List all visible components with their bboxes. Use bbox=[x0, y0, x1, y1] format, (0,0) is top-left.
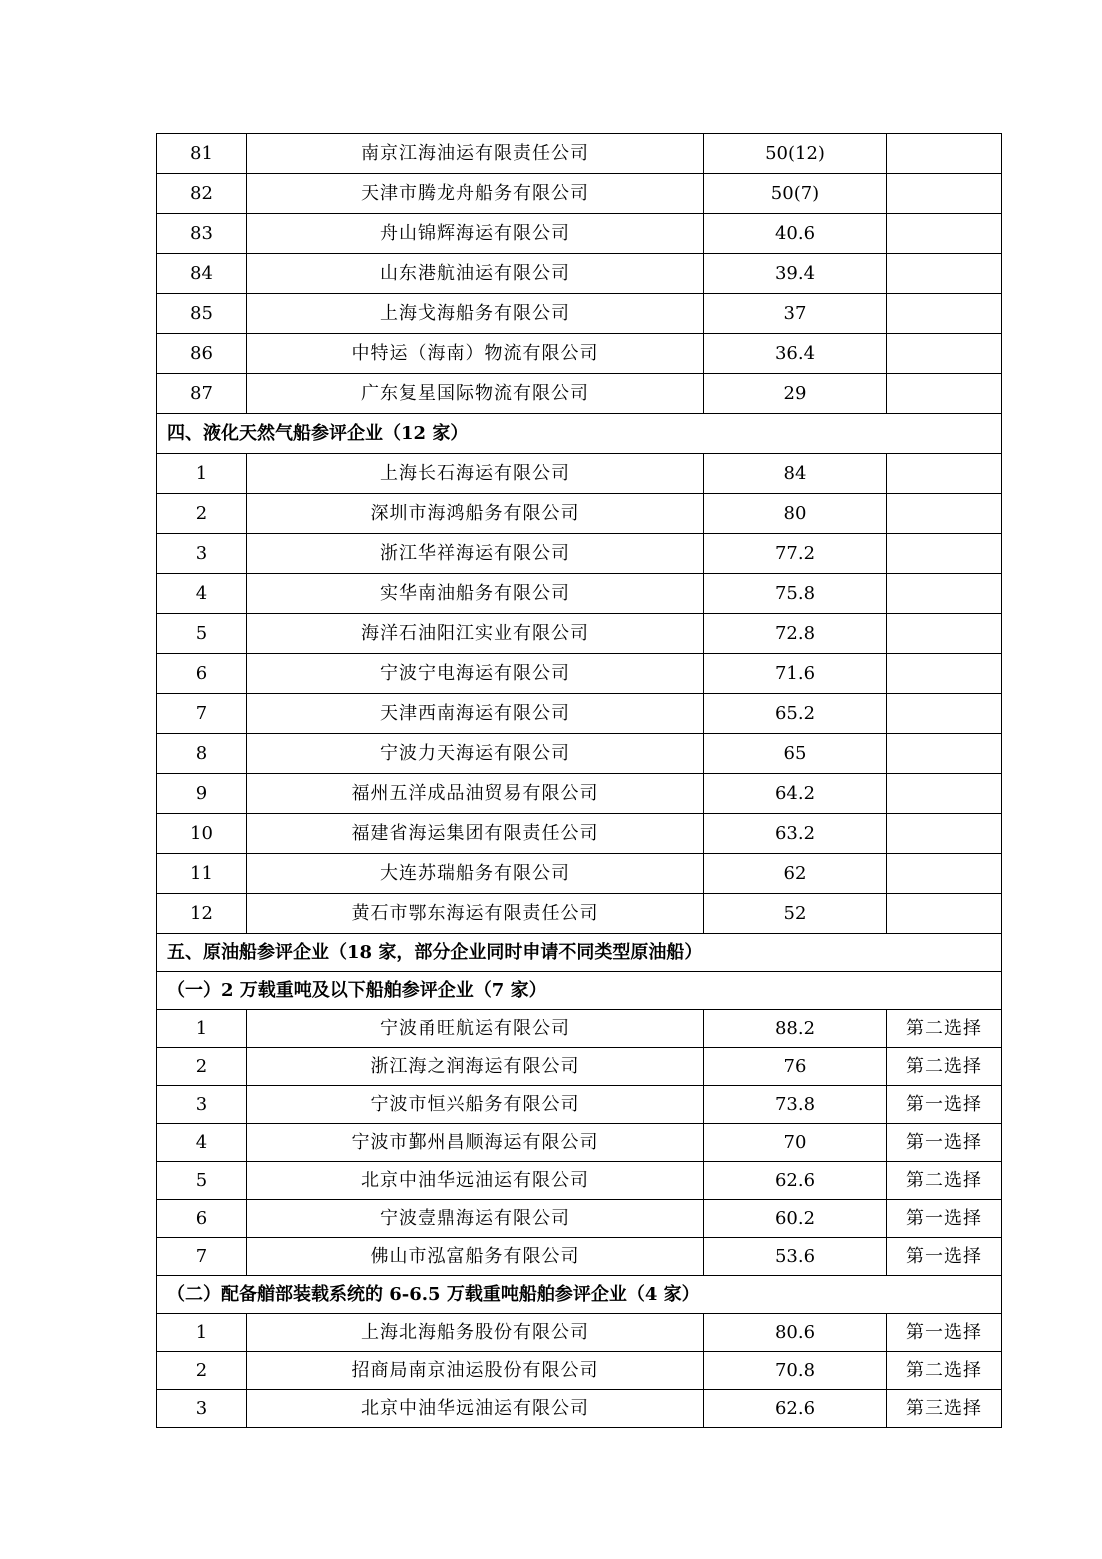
row-number: 2 bbox=[157, 494, 247, 534]
table-row bbox=[157, 1086, 1002, 1124]
table-row bbox=[157, 134, 1002, 174]
selection-note bbox=[887, 854, 1002, 894]
row-number: 1 bbox=[157, 1314, 247, 1352]
table-row bbox=[157, 1200, 1002, 1238]
section-header-row bbox=[157, 414, 1002, 454]
row-number: 10 bbox=[157, 814, 247, 854]
company-name: 南京江海油运有限责任公司 bbox=[247, 134, 704, 174]
company-name: 宁波甬旺航运有限公司 bbox=[247, 1010, 704, 1048]
score-value: 37 bbox=[704, 294, 887, 334]
company-name: 福建省海运集团有限责任公司 bbox=[247, 814, 704, 854]
company-name: 宁波力天海运有限公司 bbox=[247, 734, 704, 774]
row-number: 4 bbox=[157, 1124, 247, 1162]
section-header-row bbox=[157, 934, 1002, 972]
row-number: 84 bbox=[157, 254, 247, 294]
company-name: 宁波市恒兴船务有限公司 bbox=[247, 1086, 704, 1124]
row-number: 2 bbox=[157, 1352, 247, 1390]
company-name: 大连苏瑞船务有限公司 bbox=[247, 854, 704, 894]
row-number: 86 bbox=[157, 334, 247, 374]
table-row bbox=[157, 734, 1002, 774]
table-row bbox=[157, 1352, 1002, 1390]
selection-note bbox=[887, 334, 1002, 374]
row-number: 81 bbox=[157, 134, 247, 174]
selection-note: 第二选择 bbox=[887, 1010, 1002, 1048]
section-header: （二）配备艏部装载系统的 6-6.5 万载重吨船舶参评企业（4 家） bbox=[157, 1276, 1002, 1314]
score-value: 70.8 bbox=[704, 1352, 887, 1390]
company-name: 佛山市泓富船务有限公司 bbox=[247, 1238, 704, 1276]
score-value: 60.2 bbox=[704, 1200, 887, 1238]
table-row bbox=[157, 694, 1002, 734]
score-value: 62.6 bbox=[704, 1162, 887, 1200]
company-name: 招商局南京油运股份有限公司 bbox=[247, 1352, 704, 1390]
score-value: 62 bbox=[704, 854, 887, 894]
section-header: 四、液化天然气船参评企业（12 家） bbox=[157, 414, 1002, 454]
table-row bbox=[157, 654, 1002, 694]
score-value: 76 bbox=[704, 1048, 887, 1086]
row-number: 3 bbox=[157, 534, 247, 574]
company-name: 上海北海船务股份有限公司 bbox=[247, 1314, 704, 1352]
score-value: 63.2 bbox=[704, 814, 887, 854]
selection-note: 第二选择 bbox=[887, 1048, 1002, 1086]
table-row bbox=[157, 894, 1002, 934]
company-name: 上海戈海船务有限公司 bbox=[247, 294, 704, 334]
selection-note: 第一选择 bbox=[887, 1086, 1002, 1124]
table-row bbox=[157, 494, 1002, 534]
company-name: 舟山锦辉海运有限公司 bbox=[247, 214, 704, 254]
ranking-table-body bbox=[157, 134, 1002, 1428]
table-row bbox=[157, 614, 1002, 654]
row-number: 85 bbox=[157, 294, 247, 334]
table-row bbox=[157, 254, 1002, 294]
company-name: 宁波宁电海运有限公司 bbox=[247, 654, 704, 694]
score-value: 40.6 bbox=[704, 214, 887, 254]
score-value: 65 bbox=[704, 734, 887, 774]
table-row bbox=[157, 294, 1002, 334]
table-row bbox=[157, 1124, 1002, 1162]
table-row bbox=[157, 534, 1002, 574]
table-row bbox=[157, 454, 1002, 494]
score-value: 50(12) bbox=[704, 134, 887, 174]
score-value: 75.8 bbox=[704, 574, 887, 614]
score-value: 62.6 bbox=[704, 1390, 887, 1428]
row-number: 8 bbox=[157, 734, 247, 774]
score-value: 84 bbox=[704, 454, 887, 494]
table-row bbox=[157, 814, 1002, 854]
score-value: 77.2 bbox=[704, 534, 887, 574]
row-number: 7 bbox=[157, 1238, 247, 1276]
score-value: 65.2 bbox=[704, 694, 887, 734]
selection-note: 第一选择 bbox=[887, 1200, 1002, 1238]
company-name: 上海长石海运有限公司 bbox=[247, 454, 704, 494]
selection-note bbox=[887, 734, 1002, 774]
company-name: 海洋石油阳江实业有限公司 bbox=[247, 614, 704, 654]
score-value: 73.8 bbox=[704, 1086, 887, 1124]
row-number: 82 bbox=[157, 174, 247, 214]
company-name: 天津市腾龙舟船务有限公司 bbox=[247, 174, 704, 214]
table-row bbox=[157, 1314, 1002, 1352]
table-row bbox=[157, 374, 1002, 414]
row-number: 2 bbox=[157, 1048, 247, 1086]
company-name: 浙江海之润海运有限公司 bbox=[247, 1048, 704, 1086]
section-header: 五、原油船参评企业（18 家，部分企业同时申请不同类型原油船） bbox=[157, 934, 1002, 972]
selection-note bbox=[887, 494, 1002, 534]
selection-note: 第一选择 bbox=[887, 1238, 1002, 1276]
selection-note bbox=[887, 774, 1002, 814]
table-row bbox=[157, 214, 1002, 254]
selection-note bbox=[887, 694, 1002, 734]
row-number: 6 bbox=[157, 654, 247, 694]
selection-note bbox=[887, 654, 1002, 694]
company-name: 实华南油船务有限公司 bbox=[247, 574, 704, 614]
score-value: 80.6 bbox=[704, 1314, 887, 1352]
table-row bbox=[157, 1048, 1002, 1086]
score-value: 64.2 bbox=[704, 774, 887, 814]
score-value: 88.2 bbox=[704, 1010, 887, 1048]
selection-note bbox=[887, 814, 1002, 854]
company-name: 山东港航油运有限公司 bbox=[247, 254, 704, 294]
table-row bbox=[157, 774, 1002, 814]
table-row bbox=[157, 574, 1002, 614]
row-number: 1 bbox=[157, 454, 247, 494]
company-name: 北京中油华远油运有限公司 bbox=[247, 1390, 704, 1428]
table-row bbox=[157, 854, 1002, 894]
company-name: 天津西南海运有限公司 bbox=[247, 694, 704, 734]
company-name: 浙江华祥海运有限公司 bbox=[247, 534, 704, 574]
company-name: 广东复星国际物流有限公司 bbox=[247, 374, 704, 414]
selection-note: 第二选择 bbox=[887, 1162, 1002, 1200]
table-row bbox=[157, 334, 1002, 374]
score-value: 39.4 bbox=[704, 254, 887, 294]
company-name: 北京中油华远油运有限公司 bbox=[247, 1162, 704, 1200]
selection-note: 第三选择 bbox=[887, 1390, 1002, 1428]
score-value: 53.6 bbox=[704, 1238, 887, 1276]
score-value: 36.4 bbox=[704, 334, 887, 374]
company-name: 福州五洋成品油贸易有限公司 bbox=[247, 774, 704, 814]
row-number: 4 bbox=[157, 574, 247, 614]
selection-note bbox=[887, 134, 1002, 174]
ranking-table bbox=[156, 133, 1002, 1428]
score-value: 71.6 bbox=[704, 654, 887, 694]
row-number: 7 bbox=[157, 694, 247, 734]
row-number: 1 bbox=[157, 1010, 247, 1048]
selection-note bbox=[887, 174, 1002, 214]
score-value: 29 bbox=[704, 374, 887, 414]
selection-note: 第二选择 bbox=[887, 1352, 1002, 1390]
selection-note bbox=[887, 574, 1002, 614]
company-name: 黄石市鄂东海运有限责任公司 bbox=[247, 894, 704, 934]
selection-note: 第一选择 bbox=[887, 1124, 1002, 1162]
table-row bbox=[157, 1390, 1002, 1428]
selection-note bbox=[887, 254, 1002, 294]
row-number: 12 bbox=[157, 894, 247, 934]
section-header: （一）2 万载重吨及以下船舶参评企业（7 家） bbox=[157, 972, 1002, 1010]
row-number: 83 bbox=[157, 214, 247, 254]
score-value: 72.8 bbox=[704, 614, 887, 654]
selection-note bbox=[887, 534, 1002, 574]
company-name: 宁波壹鼎海运有限公司 bbox=[247, 1200, 704, 1238]
row-number: 9 bbox=[157, 774, 247, 814]
score-value: 50(7) bbox=[704, 174, 887, 214]
section-header-row bbox=[157, 972, 1002, 1010]
row-number: 87 bbox=[157, 374, 247, 414]
table-row bbox=[157, 1162, 1002, 1200]
selection-note bbox=[887, 294, 1002, 334]
row-number: 5 bbox=[157, 1162, 247, 1200]
selection-note bbox=[887, 374, 1002, 414]
row-number: 5 bbox=[157, 614, 247, 654]
row-number: 11 bbox=[157, 854, 247, 894]
section-header-row bbox=[157, 1276, 1002, 1314]
company-name: 宁波市鄞州昌顺海运有限公司 bbox=[247, 1124, 704, 1162]
table-row bbox=[157, 1238, 1002, 1276]
score-value: 52 bbox=[704, 894, 887, 934]
row-number: 3 bbox=[157, 1086, 247, 1124]
score-value: 80 bbox=[704, 494, 887, 534]
selection-note bbox=[887, 214, 1002, 254]
table-row bbox=[157, 174, 1002, 214]
row-number: 3 bbox=[157, 1390, 247, 1428]
company-name: 深圳市海鸿船务有限公司 bbox=[247, 494, 704, 534]
selection-note: 第一选择 bbox=[887, 1314, 1002, 1352]
row-number: 6 bbox=[157, 1200, 247, 1238]
score-value: 70 bbox=[704, 1124, 887, 1162]
selection-note bbox=[887, 614, 1002, 654]
selection-note bbox=[887, 454, 1002, 494]
company-name: 中特运（海南）物流有限公司 bbox=[247, 334, 704, 374]
selection-note bbox=[887, 894, 1002, 934]
table-row bbox=[157, 1010, 1002, 1048]
